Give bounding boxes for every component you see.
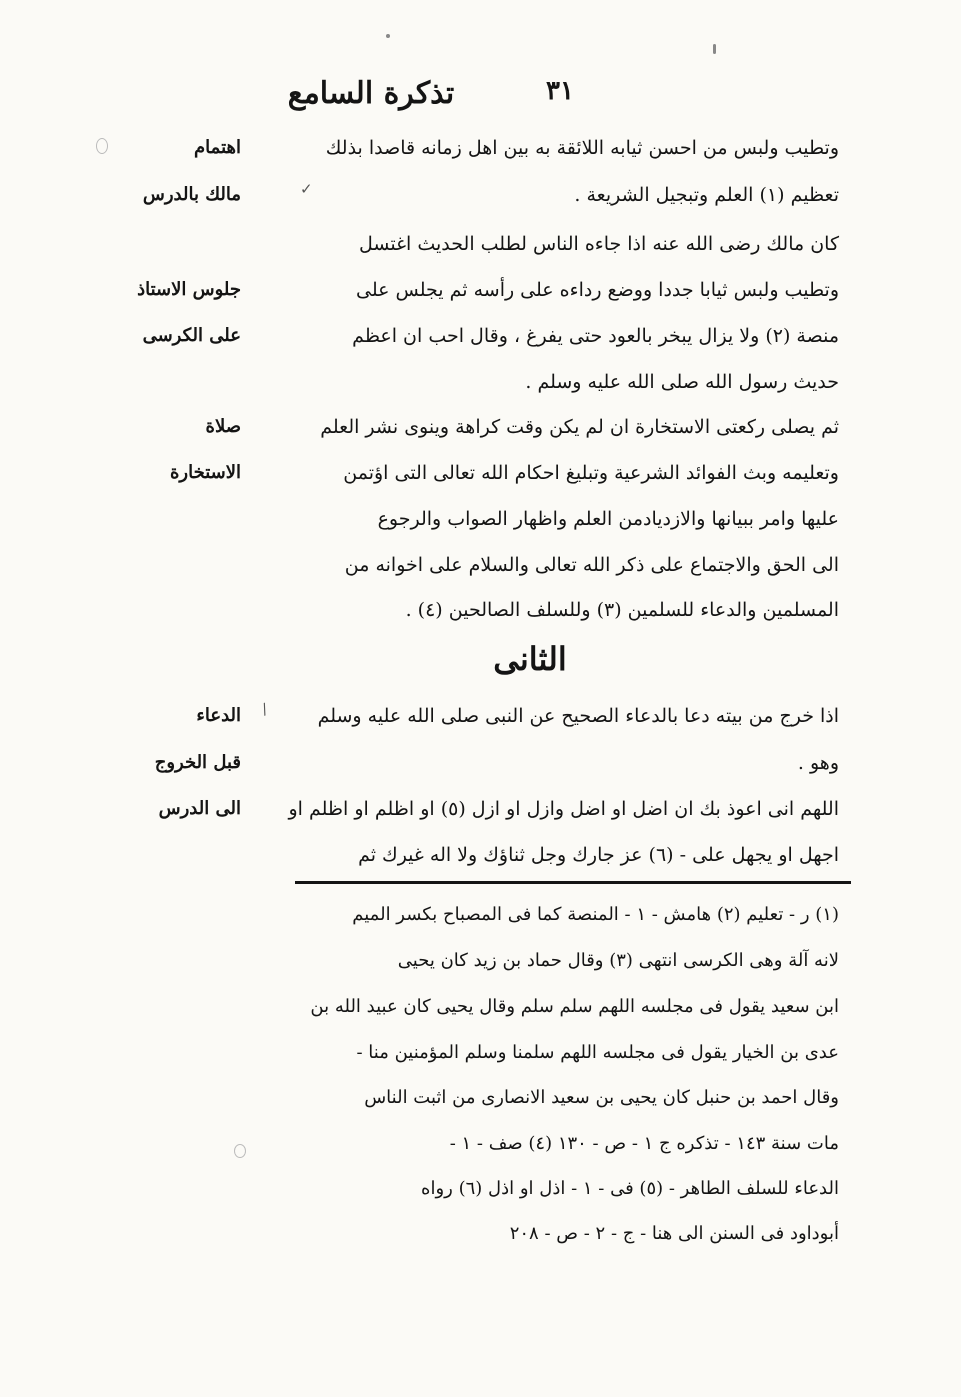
body-line: الى الحق والاجتماع على ذكر الله تعالى والسلام على اخوانه من [344, 554, 839, 576]
pencil-stroke-mark: / [259, 699, 270, 719]
body-line: وهو . [797, 752, 839, 774]
footnote-line: (١) ر - تعليم (٢) هامش - ١ - المنصة كما فى المصباح بكسر الميم [352, 904, 839, 925]
margin-note: على الكرسى [142, 325, 241, 346]
body-line: كان مالك رضى الله عنه اذا جاءه الناس لطلب الحديث اغتسل [359, 233, 839, 255]
body-line: حديث رسول الله صلى الله عليه وسلم . [525, 371, 839, 393]
scan-speck [96, 138, 108, 154]
running-title: تذكرة السامع [287, 76, 455, 111]
body-line: تعظيم (١) العلم وتبجيل الشريعة . [574, 184, 839, 206]
footnote-divider [295, 881, 851, 884]
margin-note: الدعاء [196, 705, 241, 726]
body-line: اللهم انى اعوذ بك ان اضل او اضل وازل او ازل (٥) او اظلم او اظلم او [288, 798, 839, 820]
margin-note: مالك بالدرس [142, 184, 241, 205]
footnote-line: الدعاء للسلف الطاهر - (٥) فى - ١ - اذل او اذل (٦) رواه [421, 1178, 839, 1199]
body-line: ثم يصلى ركعتى الاستخارة ان لم يكن وقت كراهة وينوى نشر العلم [320, 416, 839, 438]
scan-speck [713, 44, 716, 54]
pencil-check-mark: ✓ [300, 180, 313, 198]
footnote-line: لانه آلة وهى الكرسى انتهى (٣) وقال حماد بن زيد كان يحيى [397, 950, 839, 971]
body-line: اجهل او يجهل على - (٦) عز جارك وجل ثناؤك ولا اله غيرك ثم [358, 844, 839, 866]
body-line: وتطيب ولبس من احسن ثيابه اللائقة به بين اهل زمانه قاصدا بذلك [325, 137, 839, 159]
margin-note: الاستخارة [169, 462, 241, 483]
scan-speck [386, 34, 390, 38]
margin-note: قبل الخروج [154, 752, 241, 773]
body-line: عليها وامر ببيانها والازديادمن العلم واظهار الصواب والرجوع [377, 508, 839, 530]
margin-note: الى الدرس [158, 798, 241, 819]
page-number: ٣١ [546, 76, 574, 106]
body-line: منصة (٢) ولا يزال يبخر بالعود حتى يفرغ ، وقال احب ان اعظم [352, 325, 839, 347]
margin-note: جلوس الاستاذ [137, 279, 241, 300]
margin-note: اهتمام [194, 137, 241, 158]
body-line: وتعليمه وبث الفوائد الشرعية وتبليغ احكام الله تعالى التى اؤتمن [343, 462, 839, 484]
body-line: وتطيب ولبس ثيابا جددا ووضع رداءه على رأسه ثم يجلس على [356, 279, 839, 301]
body-line: اذا خرج من بيته دعا بالدعاء الصحيح عن النبى صلى الله عليه وسلم [317, 705, 839, 727]
scan-speck [234, 1144, 246, 1158]
footnote-line: مات سنة ١٤٣ - تذكره ج ١ - ص - ١٣٠ (٤) صف - ١ - [449, 1133, 839, 1154]
footnote-line: عدى بن الخيار يقول فى مجلسه اللهم سلمنا وسلم المؤمنين منا - [356, 1042, 839, 1063]
footnote-line: أبوداود فى السنن الى هنا - ج - ٢ - ص - ٢٠٨ [509, 1223, 839, 1244]
margin-note: صلاة [205, 416, 241, 437]
footnote-line: وقال احمد بن حنبل كان يحيى بن سعيد الانصارى من اثبت الناس [364, 1087, 839, 1108]
body-line: المسلمين والدعاء للسلمين (٣) وللسلف الصالحين (٤) . [405, 599, 839, 621]
section-heading: الثانى [493, 640, 567, 678]
footnote-line: ابن سعيد يقول فى مجلسه اللهم سلم سلم وقال يحيى كان عبيد الله بن [310, 996, 839, 1017]
